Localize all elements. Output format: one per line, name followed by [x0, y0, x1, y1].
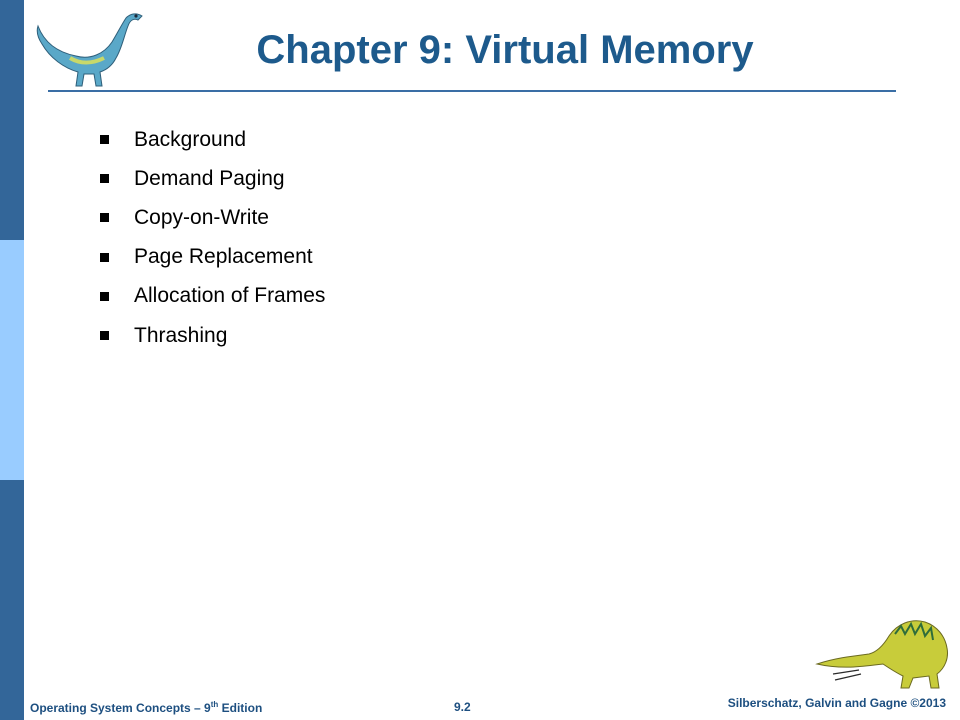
- square-bullet-icon: [100, 135, 109, 144]
- list-item-text: Page Replacement: [134, 245, 313, 269]
- list-item: [100, 159, 325, 198]
- list-item-text: Copy-on-Write: [134, 205, 269, 229]
- square-bullet-icon: [100, 331, 109, 340]
- footer-book-prefix: Operating System Concepts – 9: [30, 701, 211, 715]
- side-bar-top-segment: [0, 0, 24, 240]
- square-bullet-icon: [100, 174, 109, 183]
- dinosaur-crouching-icon: [815, 612, 955, 692]
- title-divider: [48, 90, 896, 92]
- side-bar-middle-segment: [0, 240, 24, 480]
- slide-title: Chapter 9: Virtual Memory: [256, 28, 754, 72]
- square-bullet-icon: [100, 292, 109, 301]
- list-item: [100, 277, 325, 316]
- list-item: [100, 238, 325, 277]
- list-item: [100, 198, 325, 237]
- square-bullet-icon: [100, 253, 109, 262]
- footer-edition-superscript: th: [210, 700, 219, 709]
- bullet-list: [100, 120, 325, 355]
- list-item-text: Allocation of Frames: [134, 284, 326, 308]
- list-item-text: Demand Paging: [134, 166, 285, 190]
- footer-book-title: [30, 700, 262, 715]
- page-number: 9.2: [454, 700, 471, 714]
- list-item: [100, 316, 325, 355]
- side-bar-bottom-segment: [0, 480, 24, 720]
- list-item-text: Background: [134, 127, 247, 151]
- side-bar: [0, 0, 24, 720]
- dinosaur-standing-icon: [30, 6, 150, 90]
- footer-copyright: Silberschatz, Galvin and Gagne ©2013: [727, 696, 946, 710]
- square-bullet-icon: [100, 213, 109, 222]
- footer-book-suffix: Edition: [218, 701, 263, 715]
- list-item: [100, 120, 325, 159]
- list-item-text: Thrashing: [134, 323, 228, 347]
